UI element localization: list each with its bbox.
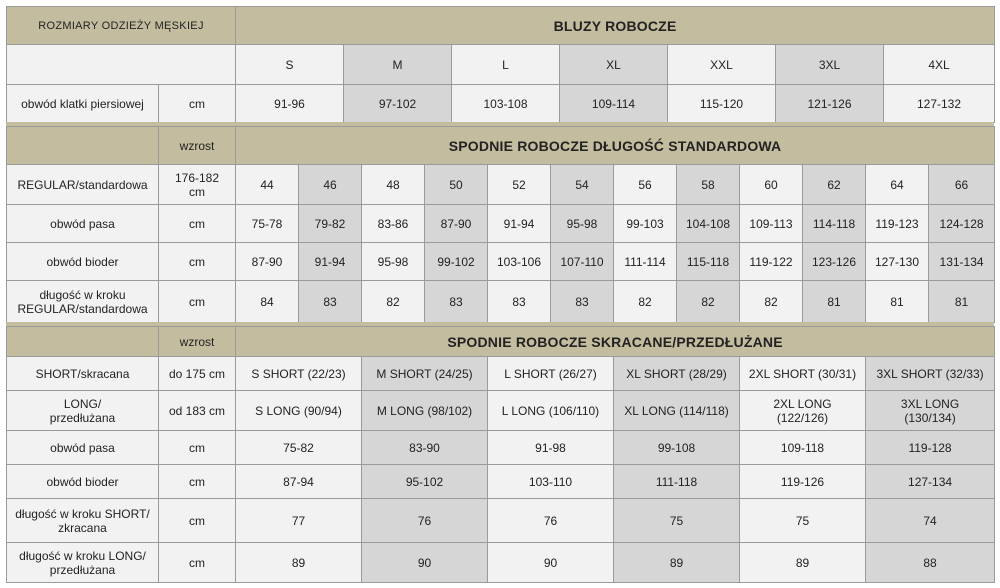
value-cell: 83 (551, 281, 614, 323)
value-cell: 76 (488, 499, 614, 543)
value-cell: 99-102 (425, 243, 488, 281)
value-cell: 99-108 (614, 431, 740, 465)
value-cell: XL LONG (114/118) (614, 391, 740, 431)
table-row (7, 391, 995, 431)
size-cell: L (452, 45, 560, 85)
value-cell: 60 (740, 165, 803, 205)
value-cell: 109-118 (740, 431, 866, 465)
value-cell: 95-102 (362, 465, 488, 499)
value-cell: 44 (236, 165, 299, 205)
value-cell: 81 (929, 281, 995, 323)
value-cell: 75-82 (236, 431, 362, 465)
value-cell: 107-110 (551, 243, 614, 281)
empty-cell (7, 45, 236, 85)
value-cell: 83-90 (362, 431, 488, 465)
value-cell: 91-96 (236, 85, 344, 123)
value-cell: 46 (299, 165, 362, 205)
trousers-short-long-title: SPODNIE ROBOCZE SKRACANE/PRZEDŁUŻANE (236, 327, 995, 357)
height-label: wzrost (159, 327, 236, 357)
table-row (7, 465, 995, 499)
value-cell: 103-106 (488, 243, 551, 281)
value-cell: 58 (677, 165, 740, 205)
value-cell: 87-90 (236, 243, 299, 281)
value-cell: 82 (740, 281, 803, 323)
unit-cell: cm (159, 465, 236, 499)
value-cell: 81 (866, 281, 929, 323)
value-cell: 109-114 (560, 85, 668, 123)
value-cell: 66 (929, 165, 995, 205)
unit-cell: cm (159, 85, 236, 123)
value-cell: 89 (236, 543, 362, 583)
value-cell: 103-108 (452, 85, 560, 123)
size-cell: M (344, 45, 452, 85)
row-label: obwód bioder (7, 465, 159, 499)
table-row (7, 243, 995, 281)
value-cell: 54 (551, 165, 614, 205)
empty-header-cell (7, 127, 159, 165)
value-cell: 88 (866, 543, 995, 583)
table-row (7, 281, 995, 323)
value-cell: 114-118 (803, 205, 866, 243)
size-cell: 3XL (776, 45, 884, 85)
value-cell: 83 (299, 281, 362, 323)
height-label: wzrost (159, 127, 236, 165)
value-cell: M LONG (98/102) (362, 391, 488, 431)
hoodies-table (6, 6, 995, 85)
value-cell: XL SHORT (28/29) (614, 357, 740, 391)
value-cell: 127-130 (866, 243, 929, 281)
value-cell: L LONG (106/110) (488, 391, 614, 431)
value-cell: 119-128 (866, 431, 995, 465)
trousers-standard-table (6, 126, 995, 323)
value-cell: 99-103 (614, 205, 677, 243)
empty-header-cell (7, 327, 159, 357)
value-cell: 74 (866, 499, 995, 543)
table-row (7, 165, 995, 205)
unit-cell: cm (159, 543, 236, 583)
hoodies-title: BLUZY ROBOCZE (236, 7, 995, 45)
row-label: obwód pasa (7, 431, 159, 465)
unit-cell: cm (159, 205, 236, 243)
value-cell: 83 (425, 281, 488, 323)
value-cell: 127-132 (884, 85, 995, 123)
value-cell: 75 (740, 499, 866, 543)
unit-cell: do 175 cm (159, 357, 236, 391)
value-cell: 89 (614, 543, 740, 583)
value-cell: 56 (614, 165, 677, 205)
value-cell: 81 (803, 281, 866, 323)
value-cell: 48 (362, 165, 425, 205)
table-row (7, 431, 995, 465)
value-cell: 79-82 (299, 205, 362, 243)
value-cell: 87-94 (236, 465, 362, 499)
unit-cell: 176-182 cm (159, 165, 236, 205)
value-cell: 119-126 (740, 465, 866, 499)
row-label: długość w kroku SHORT/ zkracana (7, 499, 159, 543)
value-cell: 62 (803, 165, 866, 205)
value-cell: M SHORT (24/25) (362, 357, 488, 391)
row-label: długość w kroku REGULAR/standardowa (7, 281, 159, 323)
row-label: obwód pasa (7, 205, 159, 243)
table-row (7, 205, 995, 243)
value-cell: 75-78 (236, 205, 299, 243)
value-cell: 109-113 (740, 205, 803, 243)
value-cell: 115-120 (668, 85, 776, 123)
value-cell: 123-126 (803, 243, 866, 281)
value-cell: 2XL LONG (122/126) (740, 391, 866, 431)
value-cell: 91-94 (488, 205, 551, 243)
trousers-standard-title: SPODNIE ROBOCZE DŁUGOŚĆ STANDARDOWA (236, 127, 995, 165)
value-cell: 82 (362, 281, 425, 323)
value-cell: 97-102 (344, 85, 452, 123)
row-label: REGULAR/standardowa (7, 165, 159, 205)
unit-cell: cm (159, 243, 236, 281)
hoodies-chest-table (6, 84, 995, 123)
value-cell: 50 (425, 165, 488, 205)
value-cell: 2XL SHORT (30/31) (740, 357, 866, 391)
value-cell: 3XL LONG (130/134) (866, 391, 995, 431)
size-cell: S (236, 45, 344, 85)
size-cell: XXL (668, 45, 776, 85)
value-cell: 90 (362, 543, 488, 583)
row-label: LONG/ przedłużana (7, 391, 159, 431)
value-cell: 52 (488, 165, 551, 205)
value-cell: 83 (488, 281, 551, 323)
value-cell: 121-126 (776, 85, 884, 123)
value-cell: 87-90 (425, 205, 488, 243)
value-cell: 91-98 (488, 431, 614, 465)
value-cell: 76 (362, 499, 488, 543)
value-cell: S SHORT (22/23) (236, 357, 362, 391)
value-cell: L SHORT (26/27) (488, 357, 614, 391)
value-cell: 75 (614, 499, 740, 543)
unit-cell: cm (159, 499, 236, 543)
row-label: obwód bioder (7, 243, 159, 281)
row-label: SHORT/skracana (7, 357, 159, 391)
value-cell: 64 (866, 165, 929, 205)
size-cell: 4XL (884, 45, 995, 85)
value-cell: 82 (677, 281, 740, 323)
row-label: długość w kroku LONG/ przedłużana (7, 543, 159, 583)
value-cell: 89 (740, 543, 866, 583)
table-row (7, 357, 995, 391)
value-cell: 111-118 (614, 465, 740, 499)
value-cell: 95-98 (551, 205, 614, 243)
value-cell: S LONG (90/94) (236, 391, 362, 431)
value-cell: 127-134 (866, 465, 995, 499)
row-label: obwód klatki piersiowej (7, 85, 159, 123)
unit-cell: cm (159, 281, 236, 323)
value-cell: 104-108 (677, 205, 740, 243)
table-row (7, 543, 995, 583)
value-cell: 95-98 (362, 243, 425, 281)
value-cell: 77 (236, 499, 362, 543)
value-cell: 115-118 (677, 243, 740, 281)
value-cell: 124-128 (929, 205, 995, 243)
size-cell: XL (560, 45, 668, 85)
value-cell: 90 (488, 543, 614, 583)
value-cell: 119-122 (740, 243, 803, 281)
value-cell: 82 (614, 281, 677, 323)
size-chart (6, 6, 994, 582)
value-cell: 91-94 (299, 243, 362, 281)
corner-label: ROZMIARY ODZIEŻY MĘSKIEJ (7, 7, 236, 45)
table-row (7, 499, 995, 543)
value-cell: 131-134 (929, 243, 995, 281)
unit-cell: od 183 cm (159, 391, 236, 431)
trousers-short-long-table (6, 326, 995, 583)
value-cell: 119-123 (866, 205, 929, 243)
value-cell: 84 (236, 281, 299, 323)
value-cell: 103-110 (488, 465, 614, 499)
unit-cell: cm (159, 431, 236, 465)
value-cell: 3XL SHORT (32/33) (866, 357, 995, 391)
value-cell: 83-86 (362, 205, 425, 243)
value-cell: 111-114 (614, 243, 677, 281)
